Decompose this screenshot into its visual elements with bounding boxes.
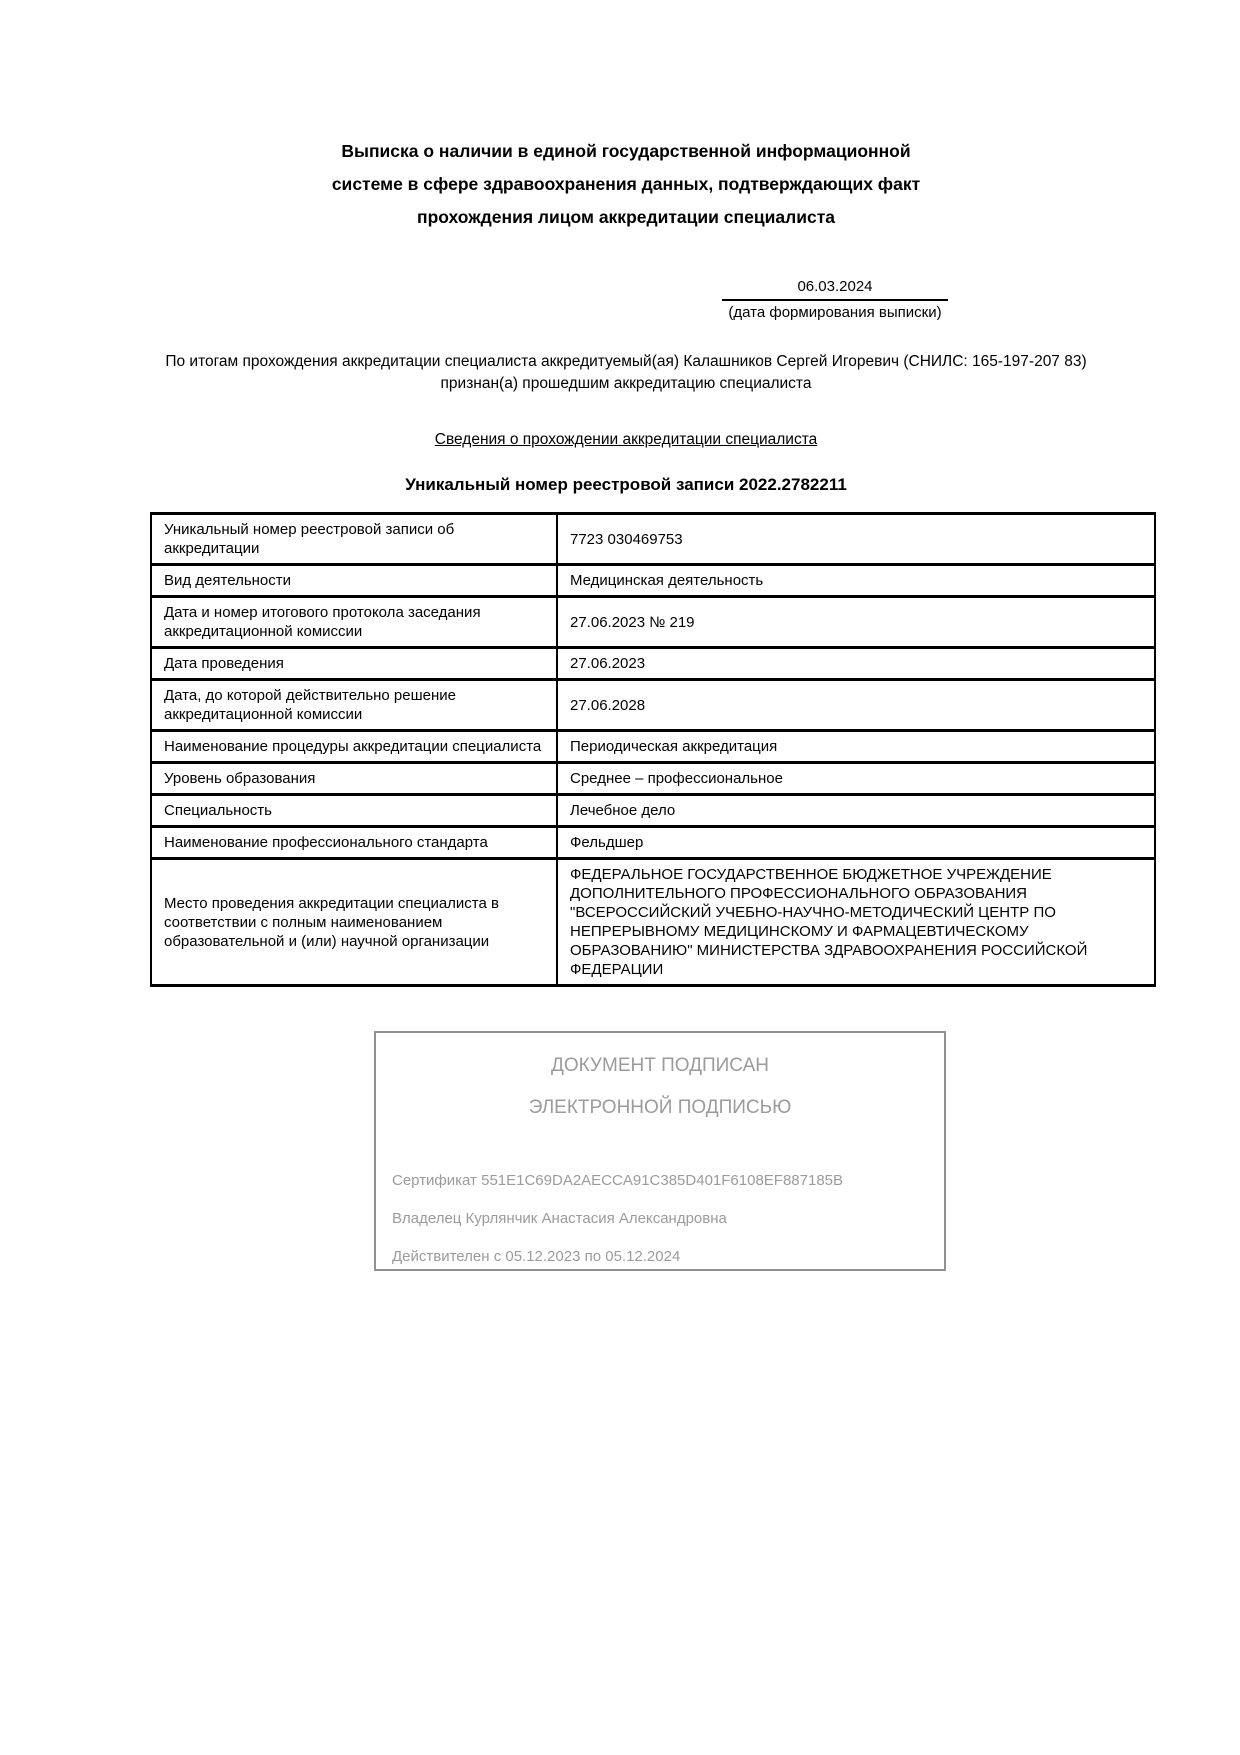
row-value: 27.06.2028	[557, 680, 1155, 731]
intro-paragraph	[150, 351, 1102, 395]
row-value: Периодическая аккредитация	[557, 731, 1155, 763]
row-value: ФЕДЕРАЛЬНОЕ ГОСУДАРСТВЕННОЕ БЮДЖЕТНОЕ УЧРЕЖДЕНИЕ ДОПОЛНИТЕЛЬНОГО ПРОФЕССИОНАЛЬНОГО ОБРАЗОВАНИЯ "ВСЕРОССИЙСКИЙ УЧЕБНО-НАУЧНО-МЕТОДИЧЕСКИЙ ЦЕНТР ПО НЕПРЕРЫВНОМУ МЕДИЦИНСКОМУ И ФАРМАЦЕВТИЧЕСКОМУ ОБРАЗОВАНИЮ" МИНИСТЕРСТВА ЗДРАВООХРАНЕНИЯ РОССИЙСКОЙ ФЕДЕРАЦИИ	[557, 859, 1155, 986]
row-label: Место проведения аккредитации специалиста в соответствии с полным наименованием образовательной и (или) научной организации	[151, 859, 557, 986]
row-label: Дата, до которой действительно решение аккредитационной комиссии	[151, 680, 557, 731]
signature-status	[376, 1045, 944, 1129]
table-row	[151, 597, 1155, 648]
signature-validity: Действителен с 05.12.2023 по 05.12.2024	[392, 1248, 681, 1265]
page-title-line-3: прохождения лицом аккредитации специалиста	[417, 207, 835, 227]
signature-status-line-2: ЭЛЕКТРОННОЙ ПОДПИСЬЮ	[528, 1097, 792, 1118]
section-heading: Сведения о прохождении аккредитации специалиста	[434, 431, 818, 448]
row-value: 27.06.2023	[557, 648, 1155, 680]
page-title	[150, 135, 1102, 234]
row-label: Уникальный номер реестровой записи об аккредитации	[151, 514, 557, 565]
row-value: Лечебное дело	[557, 795, 1155, 827]
signature-details	[392, 1171, 928, 1266]
table-row	[151, 763, 1155, 795]
row-label: Уровень образования	[151, 763, 557, 795]
table-row	[151, 514, 1155, 565]
table-row	[151, 795, 1155, 827]
table-row	[151, 648, 1155, 680]
row-value: 7723 030469753	[557, 514, 1155, 565]
page-title-line-2: системе в сфере здравоохранения данных, подтверждающих факт	[331, 174, 921, 194]
issue-date-caption: (дата формирования выписки)	[728, 304, 942, 321]
row-label: Дата и номер итогового протокола заседания аккредитационной комиссии	[151, 597, 557, 648]
row-value: Фельдшер	[557, 827, 1155, 859]
row-value: Медицинская деятельность	[557, 565, 1155, 597]
row-label: Дата проведения	[151, 648, 557, 680]
page-title-line-1: Выписка о наличии в единой государственной информационной	[341, 141, 911, 161]
accreditation-table	[150, 512, 1156, 987]
table-row	[151, 731, 1155, 763]
document-page	[150, 0, 1102, 1271]
table-row	[151, 680, 1155, 731]
table-row	[151, 565, 1155, 597]
signature-owner: Владелец Курлянчик Анастасия Александровна	[392, 1210, 727, 1227]
intro-line-1: По итогам прохождения аккредитации специалиста аккредитуемый(ая) Калашников Сергей Игоревич (СНИЛС: 165-197-207 83)	[165, 353, 1087, 370]
row-label: Наименование процедуры аккредитации специалиста	[151, 731, 557, 763]
row-label: Специальность	[151, 795, 557, 827]
issue-date-block	[722, 278, 948, 321]
table-row	[151, 827, 1155, 859]
signature-certificate: Сертификат 551E1C69DA2AECCA91C385D401F6108EF887185B	[392, 1172, 844, 1189]
row-value: Среднее – профессиональное	[557, 763, 1155, 795]
intro-line-2: признан(а) прошедшим аккредитацию специалиста	[440, 375, 812, 392]
electronic-signature-box	[374, 1031, 946, 1271]
table-row	[151, 859, 1155, 986]
registry-number-heading: Уникальный номер реестровой записи 2022.2782211	[405, 475, 847, 494]
row-label: Вид деятельности	[151, 565, 557, 597]
row-label: Наименование профессионального стандарта	[151, 827, 557, 859]
row-value: 27.06.2023 № 219	[557, 597, 1155, 648]
issue-date: 06.03.2024	[722, 278, 948, 301]
signature-status-line-1: ДОКУМЕНТ ПОДПИСАН	[551, 1055, 769, 1076]
